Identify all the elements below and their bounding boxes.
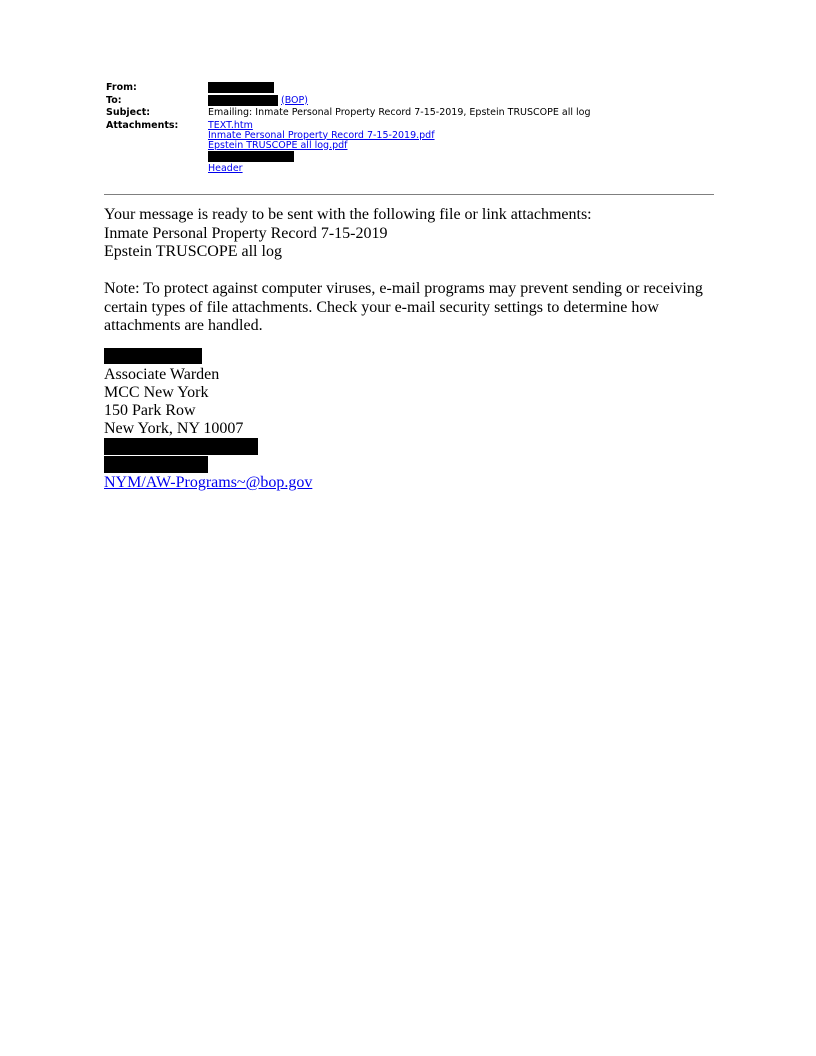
signature-org: MCC New York <box>104 384 209 401</box>
attachment-link[interactable]: Epstein TRUSCOPE all log.pdf <box>208 139 348 151</box>
from-label: From: <box>106 82 137 93</box>
signature-street: 150 Park Row <box>104 402 196 419</box>
attachment-link[interactable]: TEXT.htm <box>208 119 253 131</box>
redaction-bar <box>104 456 208 473</box>
signature-title: Associate Warden <box>104 366 220 383</box>
redaction-bar <box>208 95 278 106</box>
attachment-name: Epstein TRUSCOPE all log <box>104 243 282 260</box>
redaction-bar <box>208 82 274 93</box>
header-divider <box>104 194 714 195</box>
attachment-link[interactable]: Inmate Personal Property Record 7-15-2019.pdf <box>208 129 435 141</box>
attachment-name: Inmate Personal Property Record 7-15-2019 <box>104 224 388 242</box>
redaction-bar <box>104 438 258 455</box>
redaction-bar <box>208 151 294 162</box>
signature-city: New York, NY 10007 <box>104 420 244 437</box>
redaction-bar <box>104 348 202 364</box>
to-recipient-link[interactable]: (BOP) <box>281 94 308 106</box>
attachment-link[interactable]: Header <box>208 162 243 174</box>
signature-email-link[interactable]: NYM/AW-Programs~@bop.gov <box>104 474 313 491</box>
intro-text: Your message is ready to be sent with the following file or link attachments: <box>104 206 592 223</box>
message-body <box>104 206 724 336</box>
subject-label: Subject: <box>106 107 151 118</box>
subject-value: Emailing: Inmate Personal Property Record 7-15-2019, Epstein TRUSCOPE all log <box>208 107 591 118</box>
security-note: Note: To protect against computer viruses, e-mail programs may prevent sending or receiving certain types of file attachments. Check your e-mail security settings to determine how attachments are handled. <box>104 280 703 334</box>
signature-block <box>104 348 312 492</box>
to-label: To: <box>106 94 122 106</box>
attachments-label: Attachments: <box>106 119 179 131</box>
